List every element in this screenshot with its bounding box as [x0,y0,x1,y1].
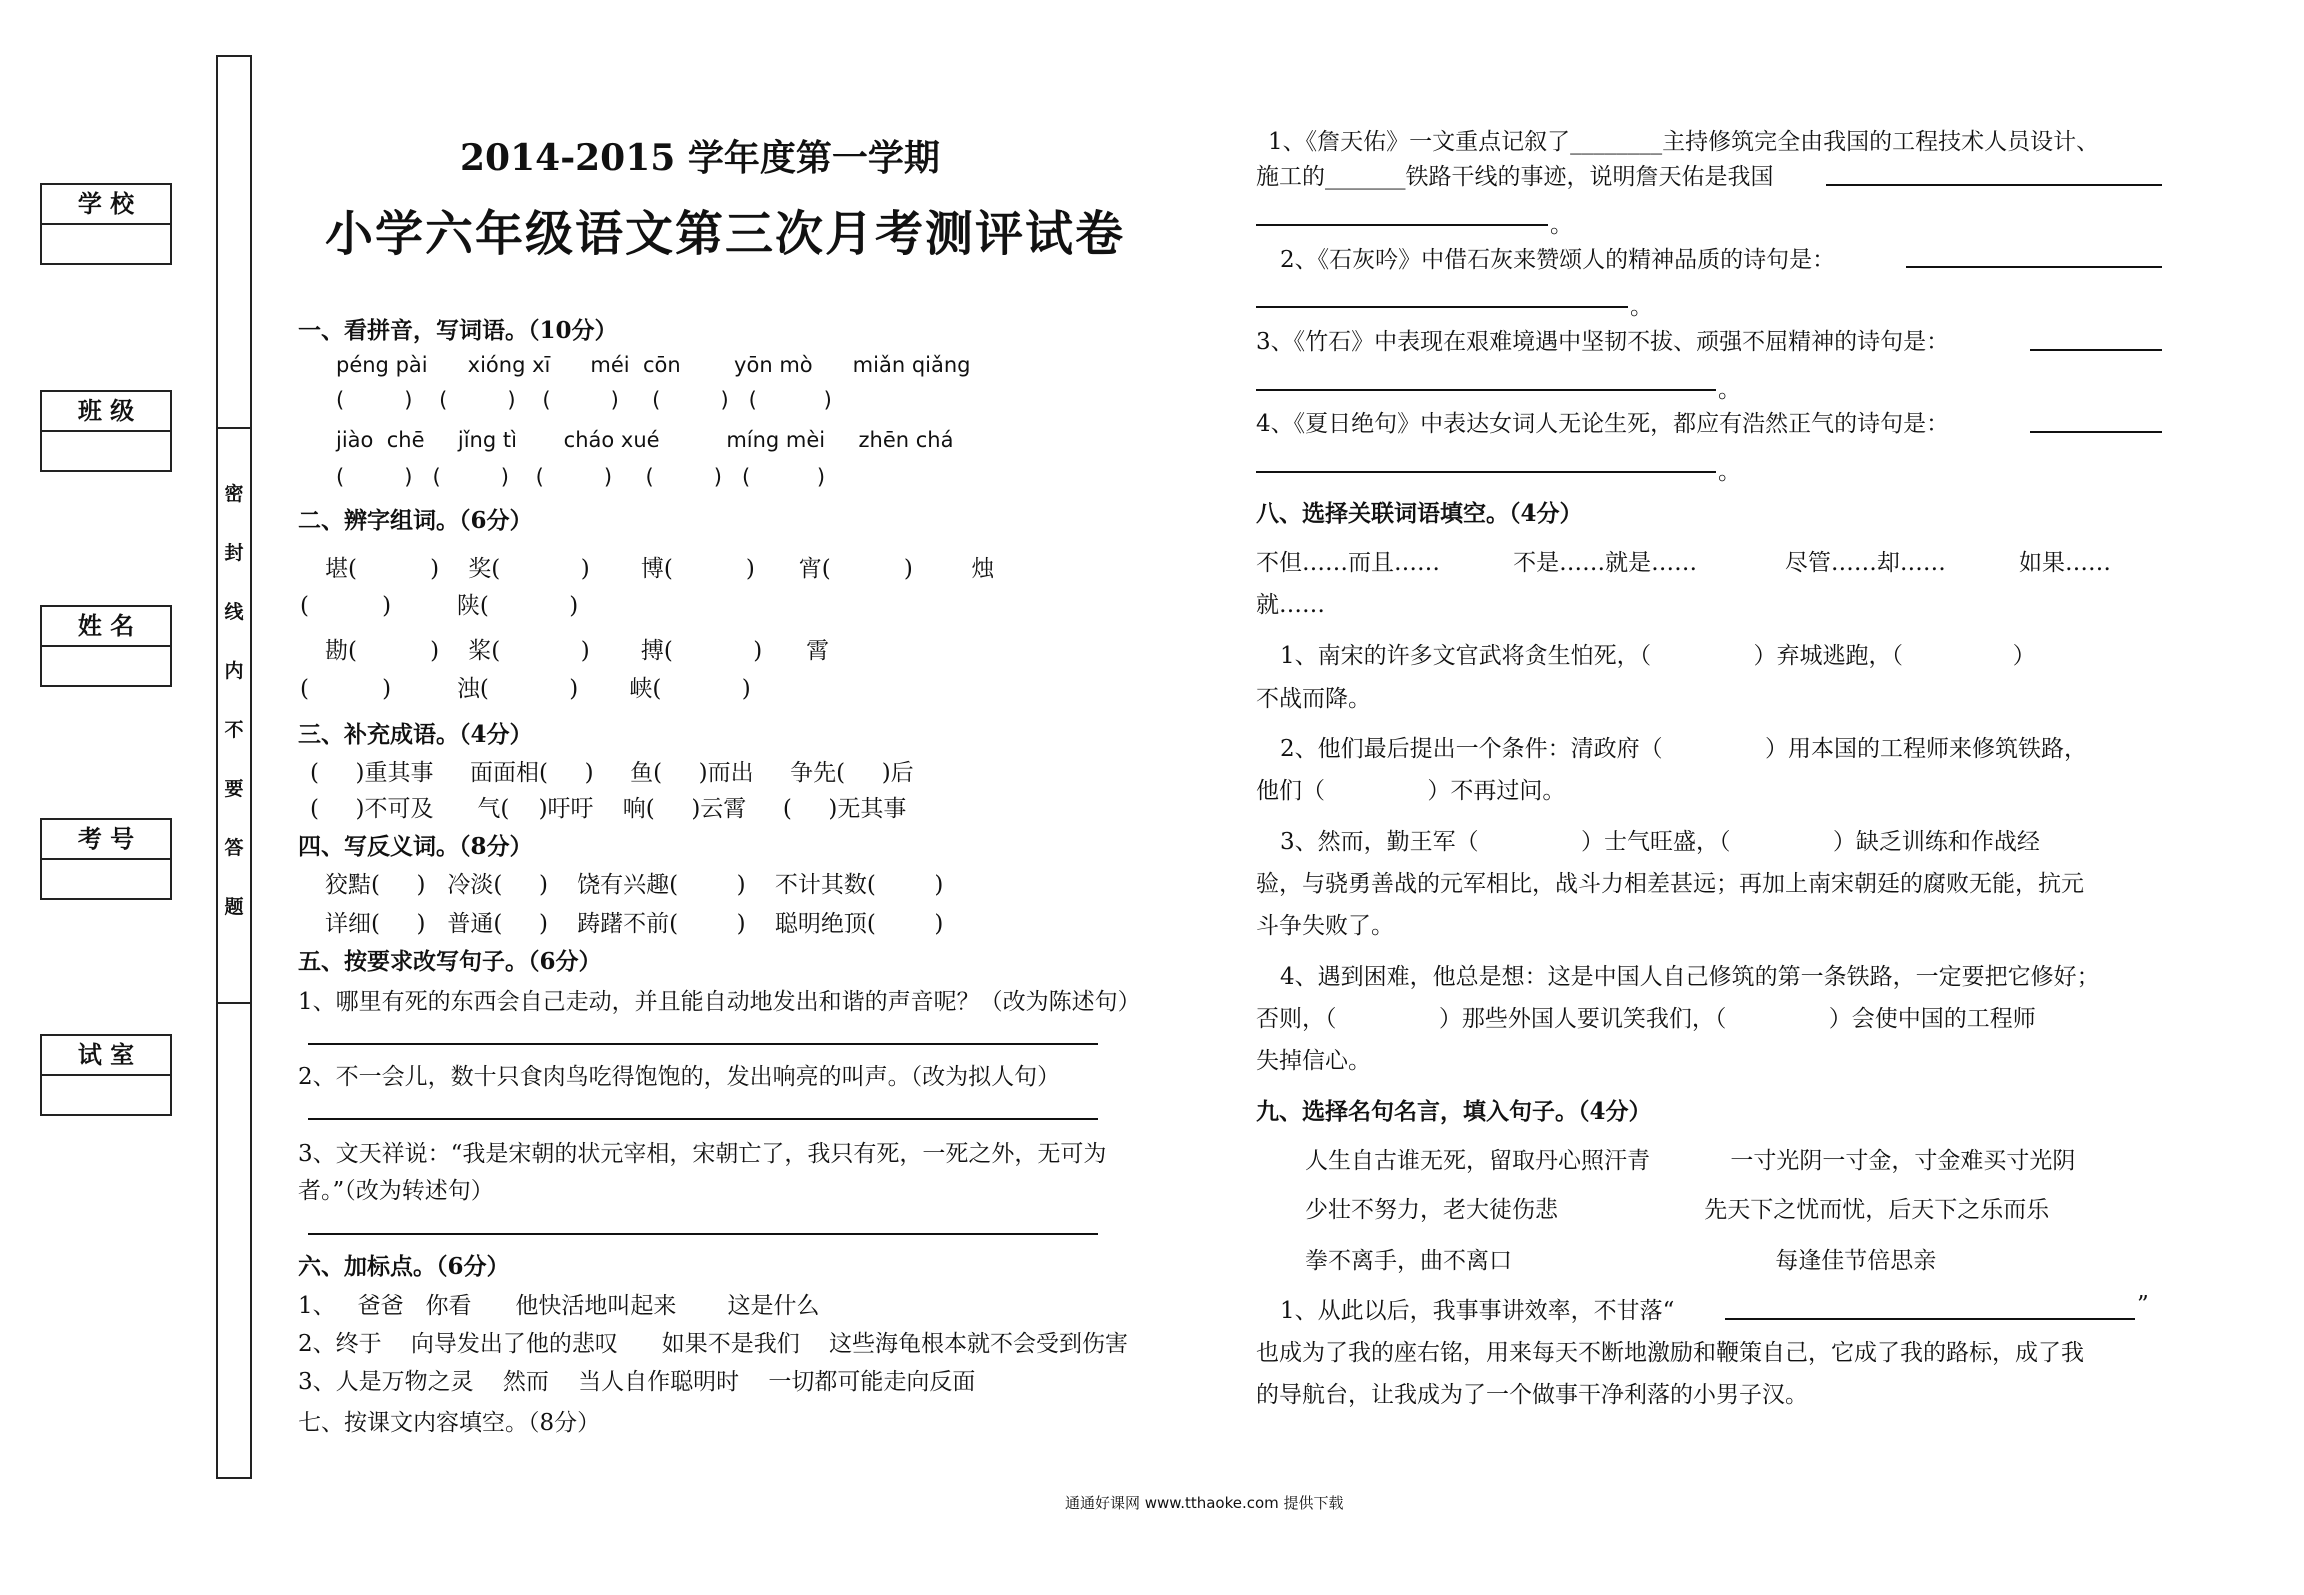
s9-option-row3: 拳不离手，曲不离口 每逢佳节倍思亲 [1305,1248,1937,1274]
s6-q2: 2、终于 向导发出了他的悲叹 如果不是我们 这些海龟根本就不会受到伤害 [298,1331,1128,1357]
s8-q3a[interactable]: 3、然而，勤王军（ ）士气旺盛，（ ）缺乏训练和作战经 [1280,829,2040,855]
s9-q1c: 的导航台，让我成为了一个做事干净利落的小男子汉。 [1256,1382,1808,1408]
section8-heading: 八、选择关联词语填空。（4分） [1256,500,1583,527]
s7-q2b: 。 [1630,294,1653,320]
school-label: 学 校 [42,185,170,225]
s7-q4: 4、《夏日绝句》中表达女词人无论生死，都应有浩然正气的诗句是： [1256,411,1950,437]
binding-divider [218,1002,250,1004]
s9-q1a-end: ” [2137,1292,2149,1318]
s8-q4a: 4、遇到困难，他总是想：这是中国人自己修筑的第一条铁路，一定要把它修好； [1280,964,2100,990]
s8-q1a[interactable]: 1、南宋的许多文官武将贪生怕死，（ ）弃城逃跑，（ ） [1280,643,2036,669]
s8-q2a[interactable]: 2、他们最后提出一个条件：清政府（ ）用本国的工程师来修筑铁路， [1280,736,2087,762]
s8-q1b: 不战而降。 [1256,686,1371,712]
s2-row1[interactable]: 堪( ) 奖( ) 博( ) 宵( ) 烛 [325,556,995,582]
section2-heading: 二、辨字组词。（6分） [298,507,533,534]
s8-q4c: 失掉信心。 [1256,1048,1371,1074]
s2-row2[interactable]: ( ) 陕( ) [300,593,579,619]
s9-option-row2: 少壮不努力，老大徒伤悲 先天下之忧而忧，后天下之乐而乐 [1305,1197,2050,1223]
s7-q3: 3、《竹石》中表现在艰难境遇中坚韧不拔、顽强不屈精神的诗句是： [1256,329,1950,355]
s9-q1b: 也成为了我的座右铭，用来每天不断地激励和鞭策自己，它成了我的路标，成了我 [1256,1340,2084,1366]
s8-options: 不但……而且…… 不是……就是…… 尽管……却…… 如果…… [1256,550,2111,576]
s5-q3a: 3、文天祥说：“我是宋朝的状元宰相，宋朝亡了，我只有死，一死之外，无可为 [298,1141,1107,1167]
exam-number-label: 考 号 [42,820,170,860]
section5-heading: 五、按要求改写句子。（6分） [298,948,602,975]
exam-room-label: 试 室 [42,1036,170,1076]
s7-q1-answer-line[interactable] [1826,184,2162,186]
s9-q1a: 1、从此以后，我事事讲效率，不甘落“ [1280,1298,1675,1324]
s7-q3-answer-line[interactable] [2030,349,2162,351]
seal-char: 不 [224,719,244,741]
s5-q2: 2、不一会儿，数十只食肉鸟吃得饱饱的，发出响亮的叫声。（改为拟人句） [298,1064,1061,1090]
seal-char: 内 [224,660,244,682]
footer-download-note: 通通好课网 www.tthaoke.com 提供下载 [1065,1494,1344,1512]
s7-q1b[interactable]: 施工的_______铁路干线的事迹，说明詹天佑是我国 [1256,164,1774,190]
s7-q3b: 。 [1718,377,1741,403]
seal-char: 要 [224,778,244,800]
s3-row1[interactable]: ( )重其事 面面相( ) 鱼( )而出 争先( )后 [310,760,914,786]
name-label: 姓 名 [42,607,170,647]
binding-divider [218,427,250,429]
s8-q2b[interactable]: 他们（ ）不再过问。 [1256,778,1566,804]
s5-q3b: 者。”（改为转述句） [298,1178,494,1204]
section7-heading: 七、按课文内容填空。（8分） [298,1410,601,1436]
s7-q3-answer-line2[interactable] [1256,389,1716,391]
school-box[interactable] [40,183,172,265]
s8-q3c: 斗争失败了。 [1256,913,1394,939]
page-title-line1: 2014-2015 学年度第一学期 [460,137,940,179]
section6-heading: 六、加标点。（6分） [298,1253,510,1280]
s5-q3-answer-line[interactable] [308,1233,1098,1235]
s7-q4-answer-line[interactable] [2030,431,2162,433]
s5-q1: 1、哪里有死的东西会自己走动，并且能自动地发出和谐的声音呢？（改为陈述句） [298,989,1141,1015]
s9-option-row1: 人生自古谁无死，留取丹心照汗青 一寸光阴一寸金，寸金难买寸光阴 [1305,1148,2076,1174]
seal-char: 答 [224,837,244,859]
s7-q1c: 。 [1550,212,1573,238]
seal-char: 题 [224,896,244,918]
s1-pinyin-row1: péng pài xióng xī méi cōn yōn mò miǎn qiǎng [336,353,971,377]
s8-q3b: 验，与骁勇善战的元军相比，战斗力相差甚远；再加上南宋朝廷的腐败无能，抗元 [1256,871,2084,897]
s1-blanks-row1[interactable]: ( ) ( ) ( ) ( ) ( ) [336,388,832,412]
section9-heading: 九、选择名句名言，填入句子。（4分） [1256,1098,1652,1125]
s6-q1: 1、 爸爸 你看 他快活地叫起来 这是什么 [298,1293,820,1319]
class-label: 班 级 [42,392,170,432]
section1-heading: 一、看拼音，写词语。（10分） [298,317,618,344]
seal-char: 封 [224,542,244,564]
s7-q4b: 。 [1718,459,1741,485]
s9-q1-answer-line[interactable] [1725,1318,2135,1320]
name-box[interactable] [40,605,172,687]
s5-q2-answer-line[interactable] [308,1118,1098,1120]
exam-room-box[interactable] [40,1034,172,1116]
seal-char: 密 [224,483,244,505]
page-title-line2: 小学六年级语文第三次月考测评试卷 [325,206,1126,262]
s3-row2[interactable]: ( )不可及 气( )吁吁 响( )云霄 ( )无其事 [310,796,907,822]
s7-q2-answer-line2[interactable] [1256,306,1628,308]
s1-blanks-row2[interactable]: ( ) ( ) ( ) ( ) ( ) [336,465,826,489]
s7-q1-answer-line2[interactable] [1256,224,1548,226]
s7-q2: 2、《石灰吟》中借石灰来赞颂人的精神品质的诗句是： [1280,247,1836,273]
s4-row2[interactable]: 详细( ) 普通( ) 踌躇不前( ) 聪明绝顶( ) [325,911,944,937]
s4-row1[interactable]: 狡黠( ) 冷淡( ) 饶有兴趣( ) 不计其数( ) [325,872,944,898]
s5-q1-answer-line[interactable] [308,1043,1098,1045]
s6-q3: 3、人是万物之灵 然而 当人自作聪明时 一切都可能走向反面 [298,1369,976,1395]
s7-q2-answer-line[interactable] [1906,266,2162,268]
section4-heading: 四、写反义词。（8分） [298,833,533,860]
s2-row3[interactable]: 勘( ) 桨( ) 搏( ) 霄 [325,638,830,664]
s2-row4[interactable]: ( ) 浊( ) 峡( ) [300,676,751,702]
s8-options2: 就…… [1256,592,1325,618]
s1-pinyin-row2: jiào chē jǐng tì cháo xué míng mèi zhēn chá [336,428,954,452]
seal-text [216,480,252,922]
section3-heading: 三、补充成语。（4分） [298,721,533,748]
seal-char: 线 [224,601,244,623]
s7-q1a[interactable]: 1、《詹天佑》一文重点记叙了________主持修筑完全由我国的工程技术人员设计、 [1268,129,2100,155]
s7-q4-answer-line2[interactable] [1256,471,1716,473]
exam-number-box[interactable] [40,818,172,900]
s8-q4b[interactable]: 否则，（ ）那些外国人要讥笑我们，（ ）会使中国的工程师 [1256,1006,2036,1032]
class-box[interactable] [40,390,172,472]
